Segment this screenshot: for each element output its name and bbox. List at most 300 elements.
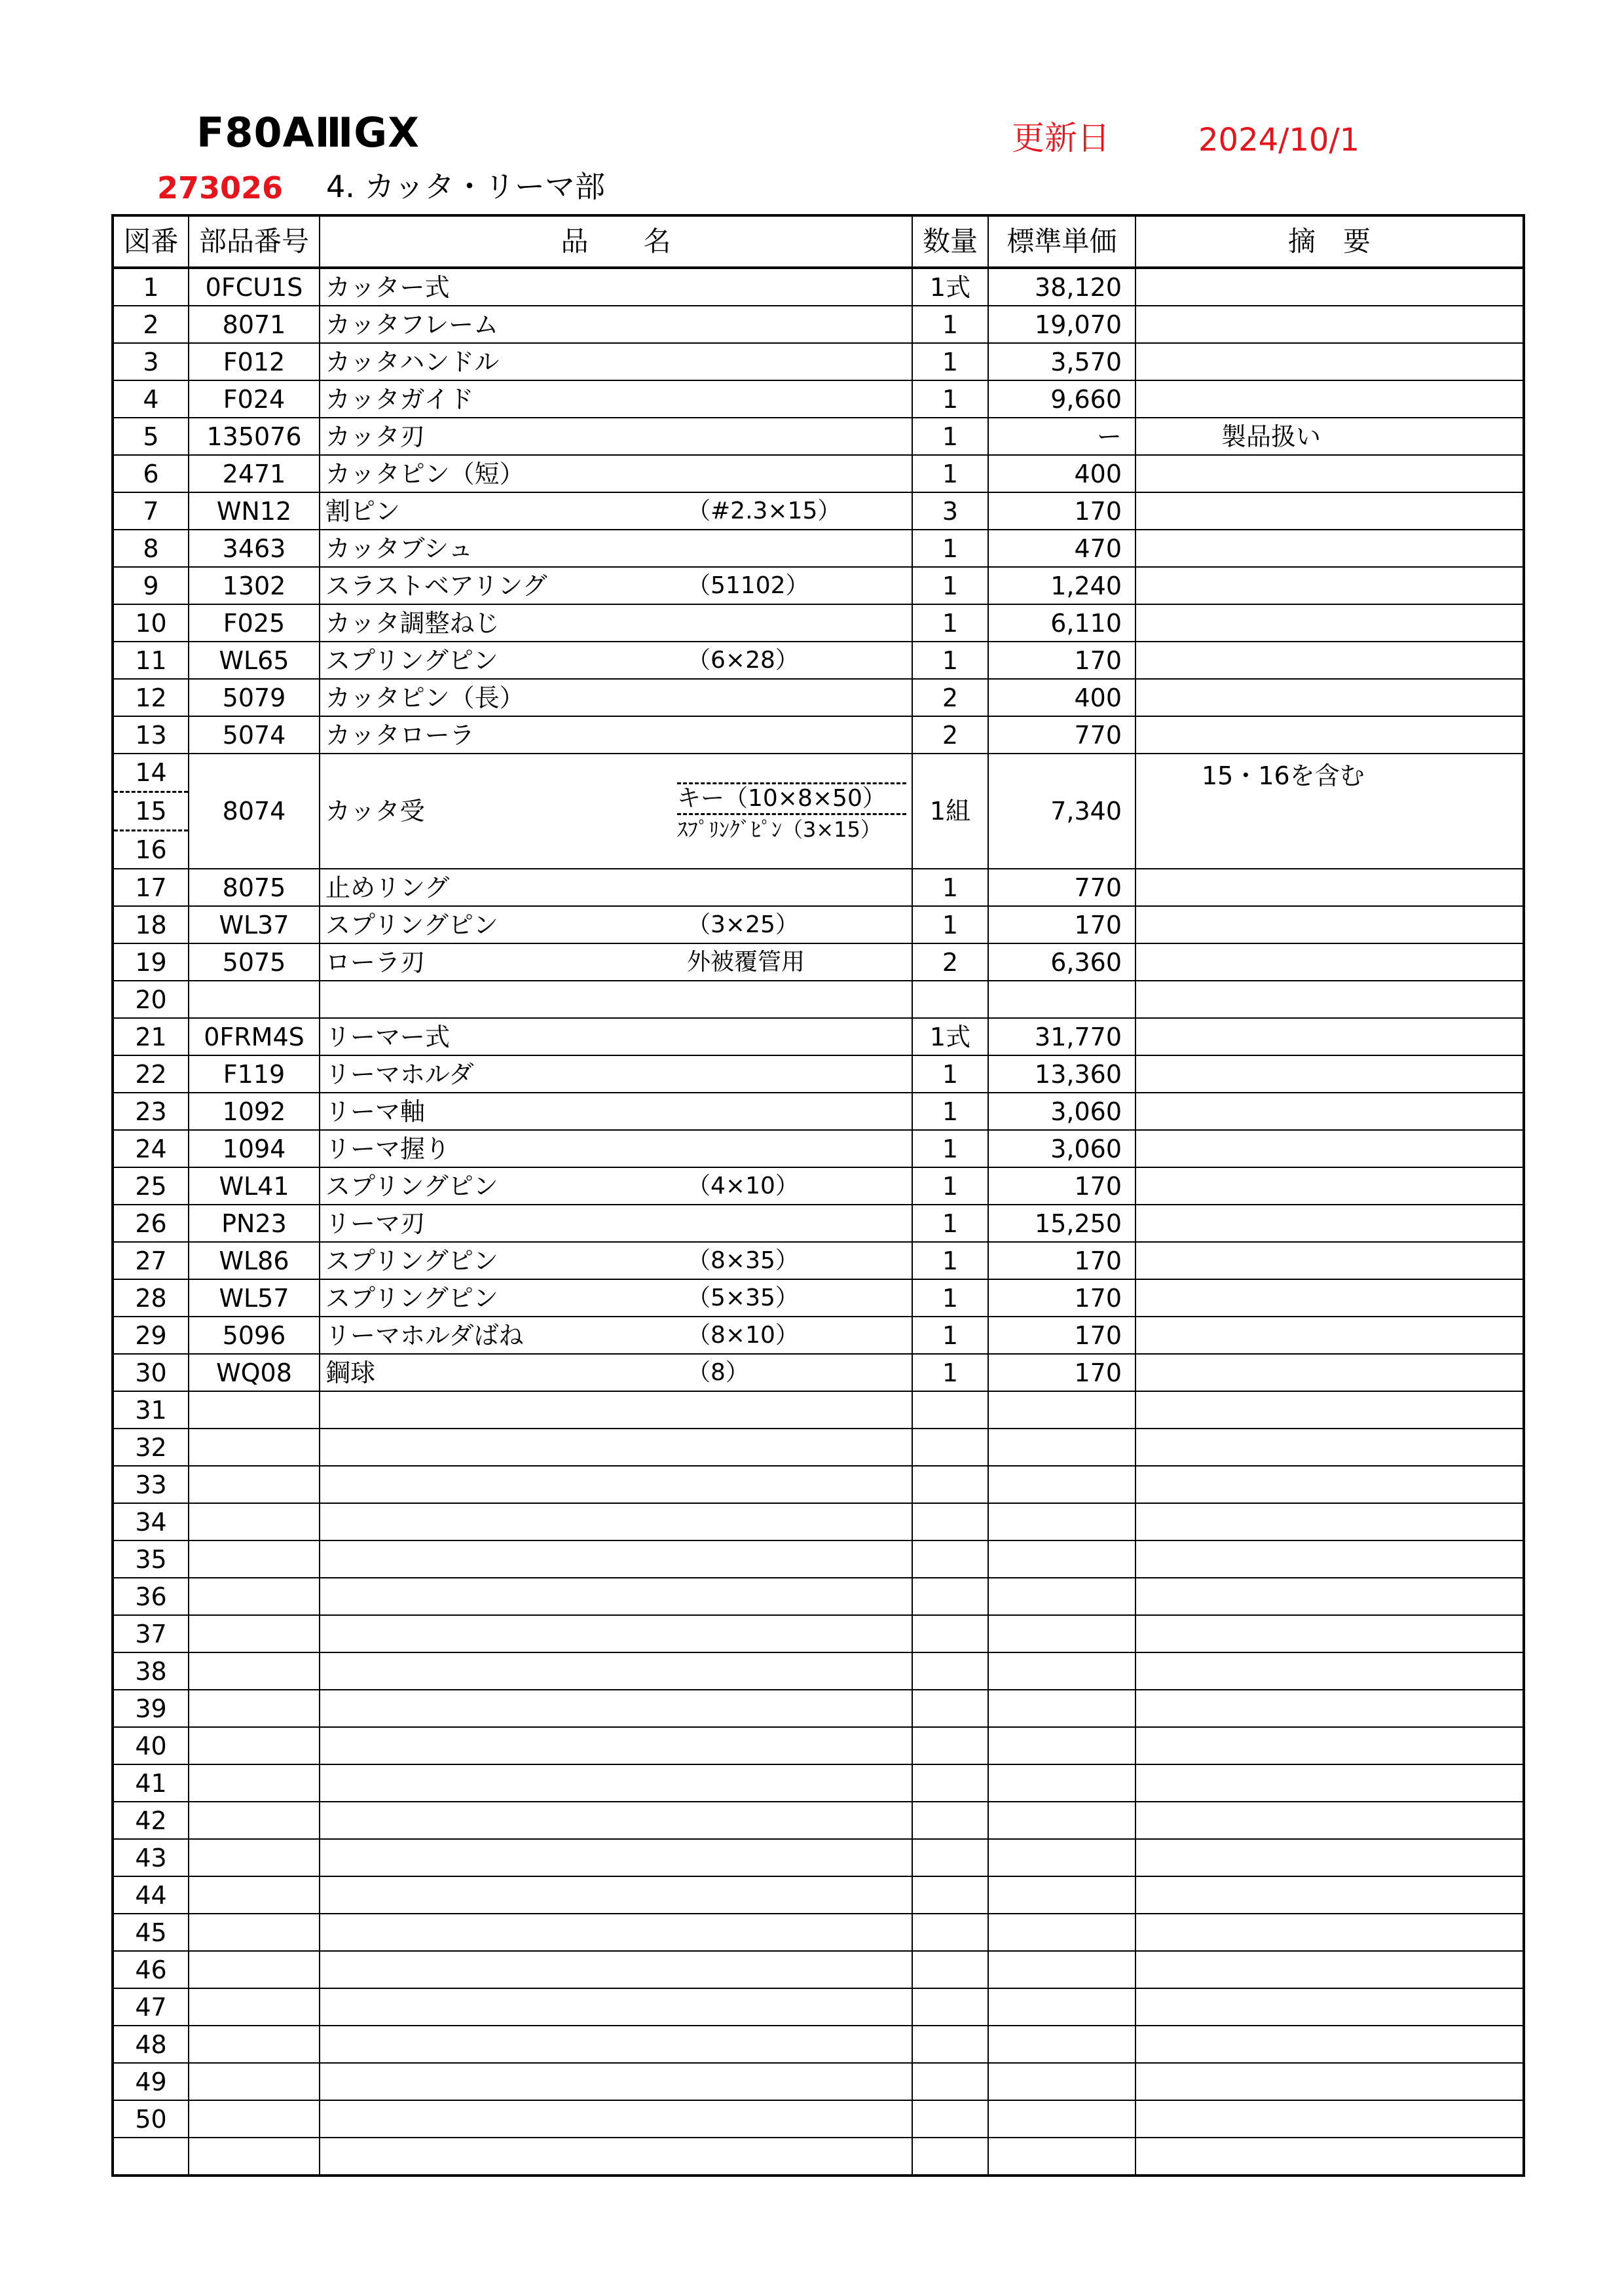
cell-no: 47 (113, 1988, 189, 2026)
cell-no: 42 (113, 1802, 189, 1839)
item-name: カッタガイド (325, 384, 474, 414)
cell-price (988, 1727, 1135, 1764)
cell-no: 10 (113, 604, 189, 642)
cell-part-no (189, 981, 320, 1018)
table-row (113, 981, 1524, 1018)
cell-name (320, 1652, 912, 1690)
cell-price (988, 2100, 1135, 2138)
cell-qty: 1 (912, 1167, 988, 1205)
cell-qty (912, 2063, 988, 2100)
item-name: スプリングピン (325, 646, 498, 675)
cell-no: 33 (113, 1466, 189, 1503)
item-name: スプリングピン (325, 1246, 498, 1275)
cell-price: 1,240 (988, 567, 1135, 604)
cell-name (320, 2026, 912, 2063)
col-header-part-no: 部品番号 (189, 215, 320, 268)
cell-note (1135, 906, 1524, 943)
cell-part-no (189, 2100, 320, 2138)
cell-qty: 1 (912, 1093, 988, 1130)
item-spec: （51102） (687, 572, 809, 599)
cell-name (320, 2138, 912, 2176)
item-name: リーマ軸 (325, 1097, 426, 1126)
cell-qty: 1 (912, 1279, 988, 1317)
model-title: F80AⅢGX (196, 109, 420, 156)
cell-name (320, 1205, 912, 1242)
group-no-14: 14 (135, 758, 167, 787)
table-row (113, 1167, 1524, 1205)
table-row (113, 306, 1524, 343)
table-row (113, 716, 1524, 754)
cell-price: 170 (988, 1279, 1135, 1317)
section-title: 4. カッタ・リーマ部 (326, 169, 606, 204)
cell-no: 30 (113, 1354, 189, 1391)
cell-name (320, 1391, 912, 1429)
cell-qty: 2 (912, 943, 988, 981)
cell-part-no: 1094 (189, 1130, 320, 1167)
cell-name (320, 1727, 912, 1764)
item-name: スラストベアリング (325, 571, 547, 600)
cell-no (113, 2138, 189, 2176)
table-row (113, 642, 1524, 679)
cell-name (320, 1876, 912, 1914)
table-row (113, 1540, 1524, 1578)
cell-no: 7 (113, 492, 189, 530)
cell-name (320, 981, 912, 1018)
cell-name (320, 455, 912, 492)
cell-name (320, 1466, 912, 1503)
table-row (113, 1615, 1524, 1652)
item-spec: （5×35） (687, 1284, 799, 1311)
col-header-no: 図番 (113, 215, 189, 268)
cell-qty (912, 2138, 988, 2176)
cell-name (320, 1429, 912, 1466)
cell-no: 17 (113, 869, 189, 906)
cell-part-no (189, 1429, 320, 1466)
cell-name (320, 642, 912, 679)
cell-price: 170 (988, 906, 1135, 943)
cell-no: 6 (113, 455, 189, 492)
item-name: カッタフレーム (325, 310, 499, 339)
cell-note (1135, 1317, 1524, 1354)
cell-qty (912, 981, 988, 1018)
table-row (113, 2063, 1524, 2100)
cell-qty (912, 1391, 988, 1429)
cell-qty (912, 1429, 988, 1466)
table-row (113, 1764, 1524, 1802)
cell-price (988, 1391, 1135, 1429)
cell-name (320, 2100, 912, 2138)
cell-qty: 1 (912, 343, 988, 380)
cell-qty (912, 1988, 988, 2026)
cell-price (988, 1466, 1135, 1503)
cell-no: 21 (113, 1018, 189, 1055)
cell-no: 12 (113, 679, 189, 716)
cell-part-no (189, 1615, 320, 1652)
cell-part-no (189, 2026, 320, 2063)
cell-qty (912, 1914, 988, 1951)
cell-no: 28 (113, 1279, 189, 1317)
cell-note (1135, 1652, 1524, 1690)
cell-price: ー (988, 418, 1135, 455)
cell-name (320, 1615, 912, 1652)
table-row (113, 943, 1524, 981)
cell-qty (912, 1802, 988, 1839)
cell-no: 41 (113, 1764, 189, 1802)
cell-name (320, 567, 912, 604)
cell-qty (912, 1652, 988, 1690)
cell-note (1135, 2063, 1524, 2100)
cell-name (320, 1242, 912, 1279)
cell-name (320, 604, 912, 642)
cell-part-no (189, 1951, 320, 1988)
cell-qty (912, 1690, 988, 1727)
cell-note (1135, 1279, 1524, 1317)
cell-price: 170 (988, 642, 1135, 679)
cell-note (1135, 530, 1524, 567)
cell-note (1135, 1951, 1524, 1988)
item-name: スプリングピン (325, 910, 498, 939)
cell-price (988, 1876, 1135, 1914)
table-row (113, 604, 1524, 642)
cell-qty (912, 1466, 988, 1503)
cell-price (988, 1429, 1135, 1466)
item-name: 鋼球 (325, 1358, 376, 1387)
cell-note (1135, 1727, 1524, 1764)
cell-name (320, 492, 912, 530)
cell-note (1135, 1876, 1524, 1914)
item-name: カッタローラ (325, 720, 475, 750)
cell-name (320, 2063, 912, 2100)
cell-part-no (189, 1540, 320, 1578)
cell-no: 39 (113, 1690, 189, 1727)
cell-price: 170 (988, 1354, 1135, 1391)
table-row (113, 343, 1524, 380)
cell-price: 470 (988, 530, 1135, 567)
cell-qty (912, 1503, 988, 1540)
cell-no: 44 (113, 1876, 189, 1914)
cell-qty (912, 1540, 988, 1578)
cell-name (320, 1764, 912, 1802)
cell-qty (912, 2100, 988, 2138)
item-name: カッタ調整ねじ (325, 608, 500, 638)
table-row (113, 906, 1524, 943)
cell-part-no: F012 (189, 343, 320, 380)
cell-no: 36 (113, 1578, 189, 1615)
cell-price: 9,660 (988, 380, 1135, 418)
cell-part-no: WL65 (189, 642, 320, 679)
cell-price (988, 1652, 1135, 1690)
table-row (113, 2026, 1524, 2063)
cell-no: 38 (113, 1652, 189, 1690)
cell-part-no: WL57 (189, 1279, 320, 1317)
group-note: 15・16を含む (1135, 754, 1524, 869)
cell-price (988, 1988, 1135, 2026)
cell-price: 170 (988, 492, 1135, 530)
cell-part-no (189, 2138, 320, 2176)
cell-price: 15,250 (988, 1205, 1135, 1242)
cell-part-no: F025 (189, 604, 320, 642)
cell-qty: 3 (912, 492, 988, 530)
table-row (113, 1279, 1524, 1317)
cell-name (320, 268, 912, 306)
cell-note (1135, 380, 1524, 418)
cell-price (988, 1951, 1135, 1988)
parts-table (111, 214, 1525, 2177)
table-row-group (113, 754, 1524, 869)
cell-qty: 1 (912, 380, 988, 418)
cell-price (988, 1802, 1135, 1839)
cell-qty (912, 1727, 988, 1764)
cell-part-no: 0FRM4S (189, 1018, 320, 1055)
group-numbers (113, 754, 189, 869)
cell-qty: 1式 (912, 1018, 988, 1055)
item-name: カッタピン（短） (325, 459, 525, 488)
item-spec: （4×10） (687, 1172, 799, 1199)
cell-price (988, 1839, 1135, 1876)
group-spec-pin: ｽﾌﾟﾘﾝｸﾞﾋﾟﾝ（3×15） (677, 817, 881, 842)
cell-name (320, 906, 912, 943)
table-row (113, 1055, 1524, 1093)
cell-name (320, 1279, 912, 1317)
item-name: リーマ刃 (325, 1209, 426, 1238)
table-row (113, 1839, 1524, 1876)
cell-note (1135, 306, 1524, 343)
group-no-15: 15 (114, 791, 188, 829)
cell-part-no: F119 (189, 1055, 320, 1093)
col-header-price: 標準単価 (988, 215, 1135, 268)
cell-no: 9 (113, 567, 189, 604)
cell-note (1135, 1391, 1524, 1429)
table-row (113, 1914, 1524, 1951)
cell-note (1135, 455, 1524, 492)
cell-part-no: 8071 (189, 306, 320, 343)
cell-part-no: 3463 (189, 530, 320, 567)
cell-part-no: 2471 (189, 455, 320, 492)
cell-note (1135, 716, 1524, 754)
cell-note (1135, 679, 1524, 716)
table-row (113, 1354, 1524, 1391)
table-row (113, 1018, 1524, 1055)
cell-part-no: PN23 (189, 1205, 320, 1242)
cell-part-no: 8075 (189, 869, 320, 906)
table-row (113, 2100, 1524, 2138)
cell-name (320, 306, 912, 343)
cell-note (1135, 2138, 1524, 2176)
cell-qty: 1 (912, 306, 988, 343)
cell-note (1135, 1802, 1524, 1839)
cell-note (1135, 1055, 1524, 1093)
catalog-number: 273026 (157, 170, 284, 206)
table-row (113, 1652, 1524, 1690)
cell-price: 170 (988, 1167, 1135, 1205)
table-header-row (113, 215, 1524, 268)
cell-note (1135, 1018, 1524, 1055)
cell-part-no (189, 1652, 320, 1690)
cell-note (1135, 981, 1524, 1018)
cell-qty (912, 1615, 988, 1652)
cell-name (320, 418, 912, 455)
cell-no: 32 (113, 1429, 189, 1466)
cell-no: 11 (113, 642, 189, 679)
table-row (113, 1988, 1524, 2026)
cell-note (1135, 1503, 1524, 1540)
cell-no: 29 (113, 1317, 189, 1354)
cell-price: 6,110 (988, 604, 1135, 642)
cell-qty: 1 (912, 418, 988, 455)
cell-note (1135, 1578, 1524, 1615)
cell-qty (912, 1764, 988, 1802)
cell-no: 5 (113, 418, 189, 455)
cell-part-no (189, 1876, 320, 1914)
update-date: 2024/10/1 (1198, 122, 1360, 158)
cell-note (1135, 1615, 1524, 1652)
cell-price: 19,070 (988, 306, 1135, 343)
item-name: ローラ刃 (325, 947, 426, 977)
item-name: リーマホルダ (325, 1059, 474, 1089)
cell-note (1135, 943, 1524, 981)
cell-price (988, 1914, 1135, 1951)
table-body-b (113, 869, 1524, 2176)
cell-note (1135, 2026, 1524, 2063)
cell-name (320, 1914, 912, 1951)
cell-no: 4 (113, 380, 189, 418)
cell-qty: 1 (912, 906, 988, 943)
cell-name (320, 943, 912, 981)
cell-part-no: 135076 (189, 418, 320, 455)
item-name: スプリングピン (325, 1283, 498, 1313)
table-row (113, 869, 1524, 906)
cell-note (1135, 869, 1524, 906)
cell-part-no (189, 1914, 320, 1951)
cell-note (1135, 1540, 1524, 1578)
cell-name (320, 1055, 912, 1093)
cell-price: 3,060 (988, 1093, 1135, 1130)
cell-note (1135, 1690, 1524, 1727)
cell-no: 34 (113, 1503, 189, 1540)
cell-part-no: 5079 (189, 679, 320, 716)
item-spec: （3×25） (687, 911, 799, 938)
cell-price: 770 (988, 869, 1135, 906)
item-name: カッタブシュ (325, 534, 473, 563)
item-name: リーマホルダばね (325, 1321, 524, 1350)
col-header-name: 品 名 (320, 215, 912, 268)
cell-name (320, 869, 912, 906)
cell-no: 46 (113, 1951, 189, 1988)
cell-note (1135, 1093, 1524, 1130)
cell-part-no (189, 1690, 320, 1727)
cell-price (988, 2026, 1135, 2063)
table-row (113, 567, 1524, 604)
cell-no: 3 (113, 343, 189, 380)
group-name: カッタ受 (325, 797, 425, 826)
cell-no: 27 (113, 1242, 189, 1279)
cell-price (988, 1690, 1135, 1727)
table-row (113, 492, 1524, 530)
cell-note (1135, 268, 1524, 306)
cell-part-no (189, 1764, 320, 1802)
table-row (113, 1876, 1524, 1914)
cell-qty: 1 (912, 1130, 988, 1167)
cell-name (320, 1690, 912, 1727)
cell-qty: 1 (912, 1317, 988, 1354)
cell-price (988, 1764, 1135, 1802)
cell-qty (912, 1839, 988, 1876)
cell-part-no: 1302 (189, 567, 320, 604)
table-row (113, 1130, 1524, 1167)
cell-name (320, 1540, 912, 1578)
cell-note (1135, 1205, 1524, 1242)
cell-price: 770 (988, 716, 1135, 754)
cell-no: 13 (113, 716, 189, 754)
cell-name (320, 530, 912, 567)
table-row (113, 1466, 1524, 1503)
cell-no: 49 (113, 2063, 189, 2100)
cell-no: 19 (113, 943, 189, 981)
cell-name (320, 1802, 912, 1839)
table-row (113, 1093, 1524, 1130)
cell-no: 24 (113, 1130, 189, 1167)
cell-name (320, 1317, 912, 1354)
item-spec: 外被覆管用 (687, 948, 805, 975)
item-name: カッター式 (325, 272, 450, 302)
cell-price: 31,770 (988, 1018, 1135, 1055)
table-row (113, 679, 1524, 716)
cell-part-no: WQ08 (189, 1354, 320, 1391)
cell-qty: 1 (912, 1242, 988, 1279)
cell-no: 18 (113, 906, 189, 943)
cell-note (1135, 604, 1524, 642)
table-row (113, 1951, 1524, 1988)
cell-note: 製品扱い (1135, 418, 1524, 455)
item-spec: （8×10） (687, 1321, 799, 1349)
cell-qty: 2 (912, 716, 988, 754)
item-name: カッタピン（長） (325, 683, 525, 712)
item-spec: （#2.3×15） (687, 497, 841, 524)
col-header-qty: 数量 (912, 215, 988, 268)
group-specs (677, 782, 906, 840)
table-row (113, 1727, 1524, 1764)
table-row (113, 1317, 1524, 1354)
cell-no: 31 (113, 1391, 189, 1429)
cell-name (320, 1354, 912, 1391)
group-qty: 1組 (912, 754, 988, 869)
cell-note (1135, 1764, 1524, 1802)
cell-no: 35 (113, 1540, 189, 1578)
cell-name (320, 1951, 912, 1988)
cell-part-no (189, 1503, 320, 1540)
update-label: 更新日 (1012, 119, 1110, 157)
table-row (113, 455, 1524, 492)
cell-name (320, 1018, 912, 1055)
cell-name (320, 1093, 912, 1130)
table-row (113, 1242, 1524, 1279)
cell-price (988, 1578, 1135, 1615)
cell-part-no: 5096 (189, 1317, 320, 1354)
item-name: カッタハンドル (325, 347, 500, 376)
cell-part-no (189, 1578, 320, 1615)
cell-note (1135, 2100, 1524, 2138)
cell-part-no: F024 (189, 380, 320, 418)
cell-qty: 1 (912, 1354, 988, 1391)
cell-qty: 1 (912, 869, 988, 906)
cell-name (320, 1578, 912, 1615)
cell-note (1135, 492, 1524, 530)
cell-part-no: WN12 (189, 492, 320, 530)
item-spec: （8） (687, 1358, 749, 1386)
cell-name (320, 1839, 912, 1876)
group-no-16: 16 (114, 829, 188, 868)
cell-part-no: 1092 (189, 1093, 320, 1130)
